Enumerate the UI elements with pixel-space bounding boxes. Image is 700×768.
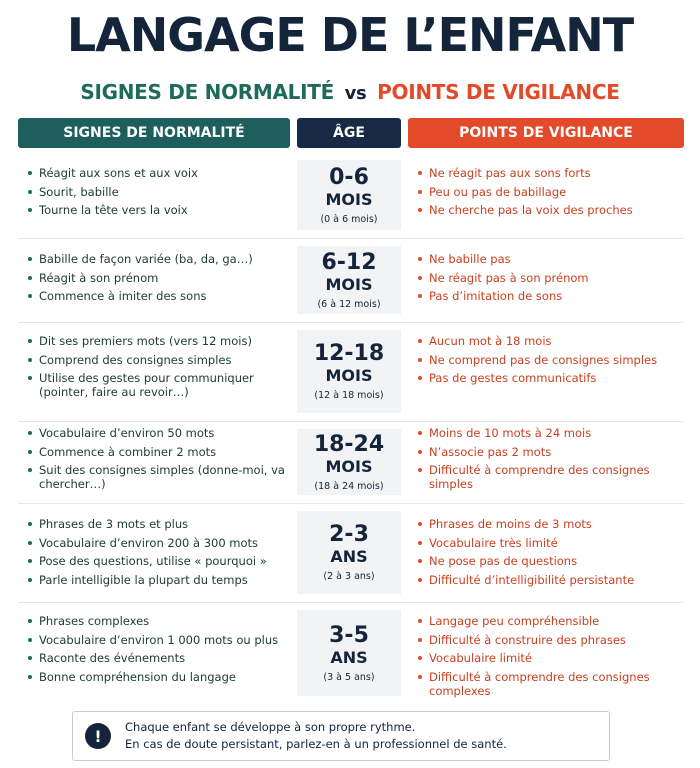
normal-sign-item: Vocabulaire d’environ 200 à 300 mots <box>26 536 290 550</box>
normal-sign-item: Vocabulaire d’environ 1 000 mots ou plus <box>26 633 290 647</box>
age-row <box>18 152 684 239</box>
vigilance-item: Ne babille pas <box>416 252 684 266</box>
age-cell <box>297 610 401 696</box>
age-unit: ANS <box>330 647 368 667</box>
age-range: 2-3 <box>329 522 369 547</box>
normal-sign-item: Comprend des consignes simples <box>26 353 290 367</box>
exclamation-icon: ! <box>85 723 111 749</box>
vigilance-points <box>416 517 684 591</box>
age-cell <box>297 160 401 230</box>
vigilance-item: Ne pose pas de questions <box>416 554 684 568</box>
age-range-detail: (12 à 18 mois) <box>314 390 384 401</box>
vigilance-points <box>416 252 684 308</box>
age-cell <box>297 330 401 413</box>
vigilance-item: Phrases de moins de 3 mots <box>416 517 684 531</box>
vigilance-item: Difficulté à comprendre des consignes simples <box>416 463 684 491</box>
normal-sign-item: Parle intelligible la plupart du temps <box>26 573 290 587</box>
vigilance-points <box>416 426 684 496</box>
vigilance-item: Difficulté d’intelligibilité persistante <box>416 573 684 587</box>
age-range: 3-5 <box>329 622 369 648</box>
vigilance-item: Peu ou pas de babillage <box>416 185 684 199</box>
normal-sign-item: Dit ses premiers mots (vers 12 mois) <box>26 334 290 348</box>
age-range-detail: (6 à 12 mois) <box>317 298 381 310</box>
age-unit: MOIS <box>325 189 373 209</box>
normal-sign-item: Réagit à son prénom <box>26 271 290 285</box>
age-row <box>18 322 684 422</box>
info-note <box>72 711 610 761</box>
vigilance-item: Vocabulaire très limité <box>416 536 684 550</box>
normal-signs <box>26 614 290 688</box>
vigilance-item: Ne réagit pas aux sons forts <box>416 166 684 180</box>
normal-signs <box>26 252 290 308</box>
age-unit: MOIS <box>325 274 373 294</box>
vigilance-points <box>416 614 684 702</box>
vigilance-item: Ne réagit pas à son prénom <box>416 271 684 285</box>
vigilance-item: Pas de gestes communicatifs <box>416 371 684 385</box>
page-subtitle <box>0 80 700 104</box>
normal-sign-item: Réagit aux sons et aux voix <box>26 166 290 180</box>
age-range-detail: (18 à 24 mois) <box>314 480 384 492</box>
normal-sign-item: Commence à combiner 2 mots <box>26 445 290 459</box>
normal-sign-item: Commence à imiter des sons <box>26 289 290 303</box>
subtitle-vs: vs <box>344 83 367 104</box>
age-range: 6-12 <box>321 249 377 275</box>
note-text <box>125 719 507 753</box>
vigilance-item: Moins de 10 mots à 24 mois <box>416 426 684 440</box>
age-range: 0-6 <box>329 164 369 190</box>
subtitle-normal: SIGNES DE NORMALITÉ <box>80 80 334 104</box>
normal-sign-item: Suit des consignes simples (donne-moi, va chercher…) <box>26 463 290 491</box>
vigilance-points <box>416 334 684 390</box>
age-cell <box>297 246 401 314</box>
normal-sign-item: Phrases de 3 mots et plus <box>26 517 290 531</box>
age-range: 12-18 <box>313 341 385 366</box>
age-range: 18-24 <box>313 431 385 457</box>
header-vigilance: POINTS DE VIGILANCE <box>408 118 684 148</box>
normal-sign-item: Babille de façon variée (ba, da, ga…) <box>26 252 290 266</box>
vigilance-item: Difficulté à construire des phrases <box>416 633 684 647</box>
header-normal: SIGNES DE NORMALITÉ <box>18 118 290 148</box>
normal-signs <box>26 517 290 591</box>
note-line-2: En cas de doute persistant, parlez-en à un professionnel de santé. <box>125 737 507 751</box>
vigilance-item: Pas d’imitation de sons <box>416 289 684 303</box>
age-row <box>18 238 684 323</box>
normal-sign-item: Phrases complexes <box>26 614 290 628</box>
age-cell <box>297 511 401 594</box>
age-row <box>18 503 684 603</box>
vigilance-points <box>416 166 684 222</box>
vigilance-item: Difficulté à comprendre des consignes complexes <box>416 670 684 698</box>
note-line-1: Chaque enfant se développe à son propre rythme. <box>125 720 416 734</box>
age-unit: MOIS <box>325 456 373 476</box>
normal-signs <box>26 334 290 404</box>
age-range-detail: (2 à 3 ans) <box>323 571 375 582</box>
normal-signs <box>26 426 290 496</box>
age-unit: MOIS <box>325 366 373 385</box>
page-title: LANGAGE DE L’ENFANT <box>66 8 634 62</box>
subtitle-vigilance: POINTS DE VIGILANCE <box>377 80 620 104</box>
normal-sign-item: Tourne la tête vers la voix <box>26 203 290 217</box>
normal-sign-item: Pose des questions, utilise « pourquoi » <box>26 554 290 568</box>
age-range-detail: (3 à 5 ans) <box>323 671 375 683</box>
vigilance-item: Ne comprend pas de consignes simples <box>416 353 684 367</box>
age-cell <box>297 429 401 495</box>
normal-signs <box>26 166 290 222</box>
normal-sign-item: Vocabulaire d’environ 50 mots <box>26 426 290 440</box>
normal-sign-item: Utilise des gestes pour communiquer (pointer, faire au revoir…) <box>26 371 290 399</box>
header-age: ÂGE <box>297 118 401 148</box>
age-unit: ANS <box>330 547 368 566</box>
vigilance-item: Langage peu compréhensible <box>416 614 684 628</box>
normal-sign-item: Raconte des événements <box>26 651 290 665</box>
vigilance-item: N’associe pas 2 mots <box>416 445 684 459</box>
normal-sign-item: Sourit, babille <box>26 185 290 199</box>
vigilance-item: Vocabulaire limité <box>416 651 684 665</box>
vigilance-item: Aucun mot à 18 mois <box>416 334 684 348</box>
age-row <box>18 602 684 704</box>
age-row <box>18 421 684 504</box>
normal-sign-item: Bonne compréhension du langage <box>26 670 290 684</box>
age-range-detail: (0 à 6 mois) <box>320 213 378 225</box>
vigilance-item: Ne cherche pas la voix des proches <box>416 203 684 217</box>
